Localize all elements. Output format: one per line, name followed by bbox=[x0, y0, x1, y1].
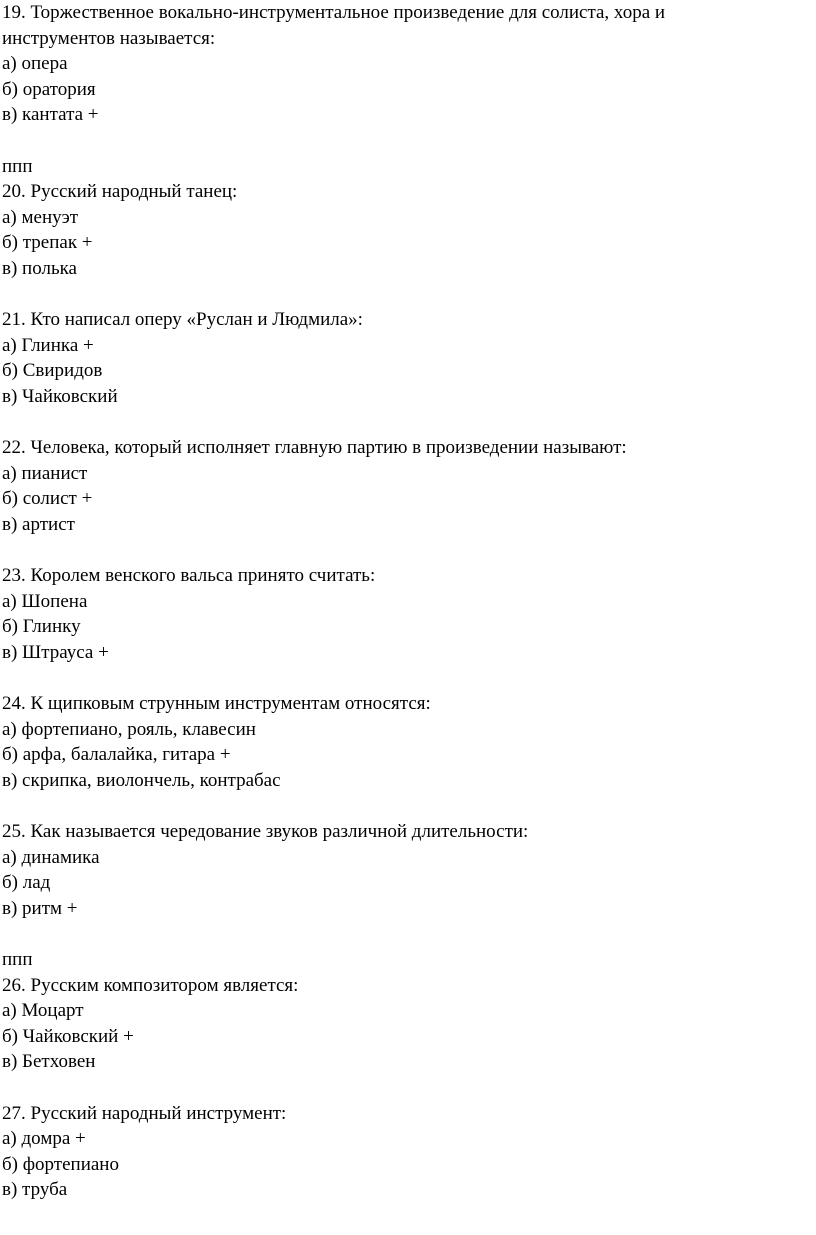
answer-option: б) трепак + bbox=[2, 232, 93, 254]
question-20: 20. Русский народный танец: bbox=[2, 181, 238, 203]
blank-line bbox=[0, 921, 816, 947]
answer-option: б) Глинку bbox=[2, 616, 81, 638]
answer-option: б) арфа, балалайка, гитара + bbox=[2, 744, 231, 766]
question-22: 22. Человека, который исполняет главную партию в произведении называют: bbox=[2, 437, 627, 459]
answer-option: а) фортепиано, рояль, клавесин bbox=[2, 718, 256, 740]
answer-option: а) домра + bbox=[2, 1128, 86, 1150]
answer-option: б) Чайковский + bbox=[2, 1025, 134, 1047]
question-27: 27. Русский народный инструмент: bbox=[2, 1102, 287, 1124]
blank-line bbox=[0, 410, 816, 436]
blank-line bbox=[0, 128, 816, 154]
answer-option: в) труба bbox=[2, 1179, 68, 1201]
question-24: 24. К щипковым струнным инструментам относятся: bbox=[2, 693, 431, 715]
blank-line bbox=[0, 537, 816, 563]
answer-option: б) лад bbox=[2, 872, 51, 894]
section-marker: ппп bbox=[2, 948, 33, 970]
answer-option: а) Моцарт bbox=[2, 1000, 84, 1022]
answer-option: а) Глинка + bbox=[2, 334, 94, 356]
answer-option: а) динамика bbox=[2, 846, 100, 868]
question-23: 23. Королем венского вальса принято считать: bbox=[2, 565, 376, 587]
question-19-line-1: 19. Торжественное вокально-инструментальное произведение для солиста, хора и bbox=[2, 2, 666, 23]
blank-line bbox=[0, 1075, 816, 1101]
answer-option: в) артист bbox=[2, 513, 75, 535]
answer-option: в) ритм + bbox=[2, 897, 78, 919]
answer-option: б) фортепиано bbox=[2, 1153, 119, 1175]
section-marker: ппп bbox=[2, 155, 33, 177]
answer-option: а) Шопена bbox=[2, 590, 88, 612]
answer-option: б) оратория bbox=[2, 78, 96, 100]
answer-option: а) менуэт bbox=[2, 206, 79, 228]
blank-line bbox=[0, 282, 816, 308]
answer-option: а) опера bbox=[2, 53, 68, 75]
answer-option: в) Чайковский bbox=[2, 385, 118, 407]
question-25: 25. Как называется чередование звуков различной длительности: bbox=[2, 821, 529, 842]
question-26: 26. Русским композитором является: bbox=[2, 974, 299, 996]
question-21: 21. Кто написал оперу «Руслан и Людмила»: bbox=[2, 309, 363, 331]
answer-option: в) кантата + bbox=[2, 104, 99, 126]
answer-option: в) скрипка, виолончель, контрабас bbox=[2, 769, 281, 791]
answer-option: а) пианист bbox=[2, 462, 88, 484]
blank-line bbox=[0, 665, 816, 691]
question-19-line-2: инструментов называется: bbox=[2, 27, 216, 49]
answer-option: б) солист + bbox=[2, 488, 93, 510]
answer-option: б) Свиридов bbox=[2, 360, 103, 382]
answer-option: в) Бетховен bbox=[2, 1051, 96, 1073]
answer-option: в) полька bbox=[2, 257, 77, 279]
blank-line bbox=[0, 793, 816, 819]
answer-option: в) Штрауса + bbox=[2, 641, 109, 663]
